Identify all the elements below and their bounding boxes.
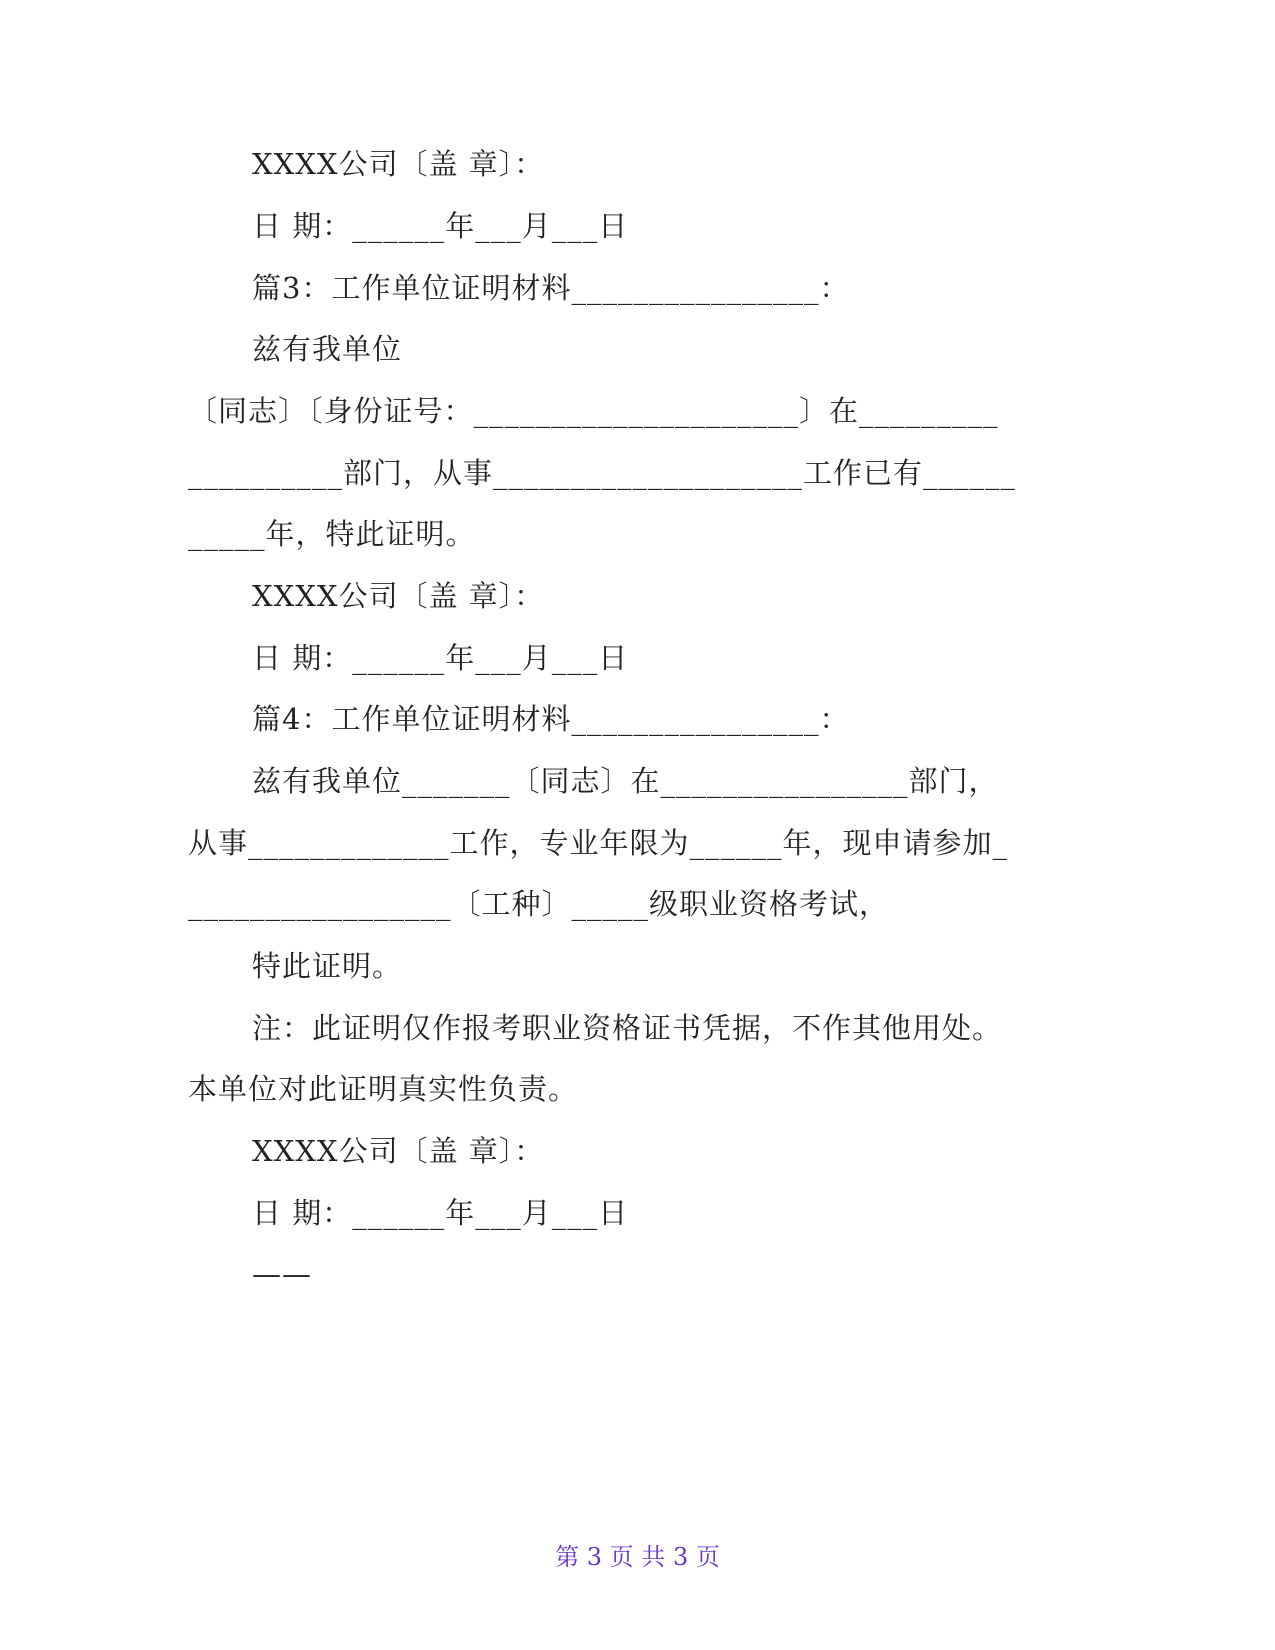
company-seal-line-1: XXXX公司〔盖 章〕：	[252, 147, 545, 181]
end-dash: ——	[252, 1257, 312, 1291]
company-seal-line-2: XXXX公司〔盖 章〕：	[252, 579, 545, 613]
date-line-3: 日 期：______年___月___日	[252, 1196, 629, 1230]
section-3-paragraph-start: 兹有我单位	[252, 332, 403, 366]
section-4-heading: 篇4：工作单位证明材料________________：	[252, 702, 850, 736]
date-line-1: 日 期：______年___月___日	[252, 209, 629, 243]
section-3-paragraph-line-2: 〔同志〕〔身份证号：_____________________〕在_________	[188, 394, 999, 428]
certify-line: 特此证明。	[252, 949, 403, 983]
section-3-heading: 篇3：工作单位证明材料________________：	[252, 271, 850, 305]
note-line-2: 本单位对此证明真实性负责。	[188, 1072, 579, 1106]
section-4-paragraph-line-3: _________________〔工种〕_____级职业资格考试，	[188, 887, 890, 921]
section-4-paragraph-line-2: 从事_____________工作，专业年限为______年，现申请参加_	[188, 826, 1009, 860]
section-3-paragraph-line-4: _____年，特此证明。	[188, 517, 476, 551]
section-3-paragraph-line-3: __________部门，从事____________________工作已有______	[188, 456, 1017, 490]
note-line-1: 注：此证明仅作报考职业资格证书凭据，不作其他用处。	[252, 1011, 1003, 1045]
section-4-paragraph-line-1: 兹有我单位_______〔同志〕在________________部门，	[252, 764, 999, 798]
date-line-2: 日 期：______年___月___日	[252, 641, 629, 675]
page-number-footer: 第 3 页 共 3 页	[555, 1543, 720, 1571]
company-seal-line-3: XXXX公司〔盖 章〕：	[252, 1134, 545, 1168]
